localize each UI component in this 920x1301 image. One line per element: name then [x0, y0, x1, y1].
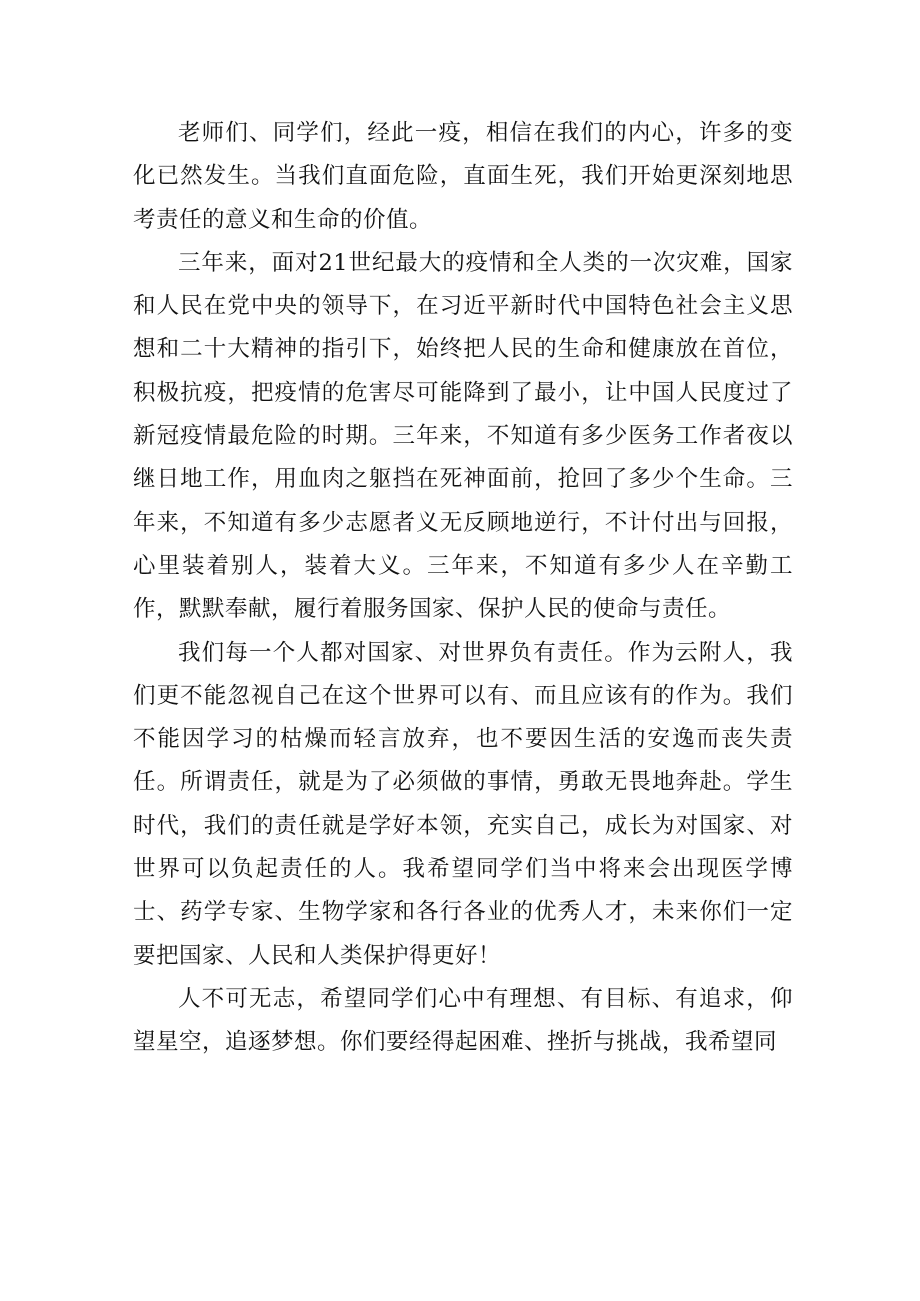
paragraph-responsibility-reflection: 老师们、同学们，经此一疫，相信在我们的内心，许多的变化已然发生。当我们直面危险，直面生死，我们开始更深刻地思考责任的意义和生命的价值。: [133, 120, 793, 233]
paragraph-three-years-fight: 三年来，面对21世纪最大的疫情和全人类的一次灾难，国家和人民在党中央的领导下，在习近平新时代中国特色社会主义思想和二十大精神的指引下，始终把人民的生命和健康放在首位，积极抗疫，把疫情的危害尽可能降到了最小，让中国人民度过了新冠疫情最危险的时期。三年来，不知道有多少医务工作者夜以继日地工作，用血肉之躯挡在死神面前，抢回了多少个生命。三年来，不知道有多少志愿者义无反顾地逆行，不计付出与回报，心里装着别人，装着大义。三年来，不知道有多少人在辛勤工作，默默奉献，履行着服务国家、保护人民的使命与责任。: [133, 249, 793, 623]
paragraph-have-aspirations: 人不可无志，希望同学们心中有理想、有目标、有追求，仰望星空，追逐梦想。你们要经得起困难、挫折与挑战，我希望同: [133, 985, 793, 1056]
paragraph-everyone-responsible: 我们每一个人都对国家、对世界负有责任。作为云附人，我们更不能忽视自己在这个世界可以有、而且应该有的作为。我们不能因学习的枯燥而轻言放弃，也不要因生活的安逸而丧失责任。所谓责任，就是为了必须做的事情，勇敢无畏地奔赴。学生时代，我们的责任就是学好本领，充实自己，成长为对国家、对世界可以负起责任的人。我希望同学们当中将来会出现医学博士、药学专家、生物学家和各行各业的优秀人才，未来你们一定要把国家、人民和人类保护得更好！: [133, 639, 793, 969]
speech-body: [133, 112, 793, 1065]
